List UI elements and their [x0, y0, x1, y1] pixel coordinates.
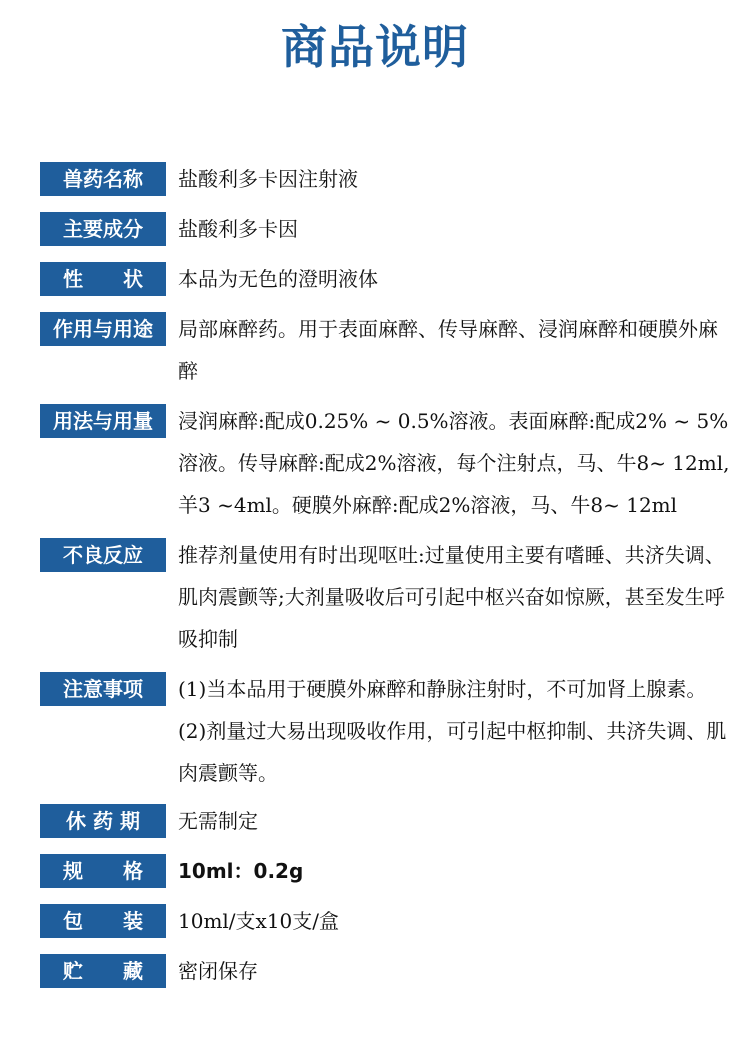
- label-indications: 作用与用途: [40, 312, 166, 346]
- value-appearance: 本品为无色的澄明液体: [178, 267, 378, 291]
- row-appearance: [40, 258, 730, 300]
- spec-table: [40, 158, 730, 1000]
- label-veterinary-drug-name: 兽药名称: [40, 162, 166, 196]
- label-adverse-reactions: 不良反应: [40, 538, 166, 572]
- row-storage: [40, 950, 730, 992]
- label-precautions: 注意事项: [40, 672, 166, 706]
- label-main-ingredient: 主要成分: [40, 212, 166, 246]
- label-appearance: 性 状: [40, 262, 166, 296]
- row-dosage: [40, 400, 730, 526]
- value-packaging: 10ml/支x10支/盒: [178, 909, 340, 933]
- row-withdrawal-period: [40, 800, 730, 842]
- value-storage: 密闭保存: [178, 959, 258, 983]
- label-storage: 贮 藏: [40, 954, 166, 988]
- page-title: 商品说明: [281, 20, 469, 74]
- label-specification: 规 格: [40, 854, 166, 888]
- value-veterinary-drug-name: 盐酸利多卡因注射液: [178, 167, 358, 191]
- value-withdrawal-period: 无需制定: [178, 809, 258, 833]
- value-specification: 10ml：0.2g: [178, 859, 304, 883]
- row-indications: [40, 308, 730, 392]
- row-packaging: [40, 900, 730, 942]
- row-specification: [40, 850, 730, 892]
- row-main-ingredient: [40, 208, 730, 250]
- precaution-note-2: (2)剂量过大易出现吸收作用，可引起中枢抑制、共济失调、肌肉震颤等。: [178, 719, 727, 785]
- row-veterinary-drug-name: [40, 158, 730, 200]
- row-adverse-reactions: [40, 534, 730, 660]
- value-indications: 局部麻醉药。用于表面麻醉、传导麻醉、浸润麻醉和硬膜外麻醉: [178, 317, 718, 383]
- label-packaging: 包 装: [40, 904, 166, 938]
- row-precautions: [40, 668, 730, 794]
- value-dosage: 浸润麻醉:配成0.25% ~ 0.5%溶液。表面麻醉:配成2% ~ 5%溶液。传导麻醉:配成2%溶液，每个注射点，马、牛8~ 12ml,羊3 ~4ml。硬膜外麻醉:配成2%溶液，马、牛8~ 12ml: [178, 409, 730, 517]
- precaution-note-1: (1)当本品用于硬膜外麻醉和静脉注射时，不可加肾上腺素。: [178, 677, 707, 701]
- value-main-ingredient: 盐酸利多卡因: [178, 217, 298, 241]
- label-dosage: 用法与用量: [40, 404, 166, 438]
- value-precautions: [178, 668, 730, 794]
- value-adverse-reactions: 推荐剂量使用有时出现呕吐:过量使用主要有嗜睡、共济失调、肌肉震颤等;大剂量吸收后可引起中枢兴奋如惊厥，甚至发生呼吸抑制: [178, 543, 725, 651]
- label-withdrawal-period: 休 药 期: [40, 804, 166, 838]
